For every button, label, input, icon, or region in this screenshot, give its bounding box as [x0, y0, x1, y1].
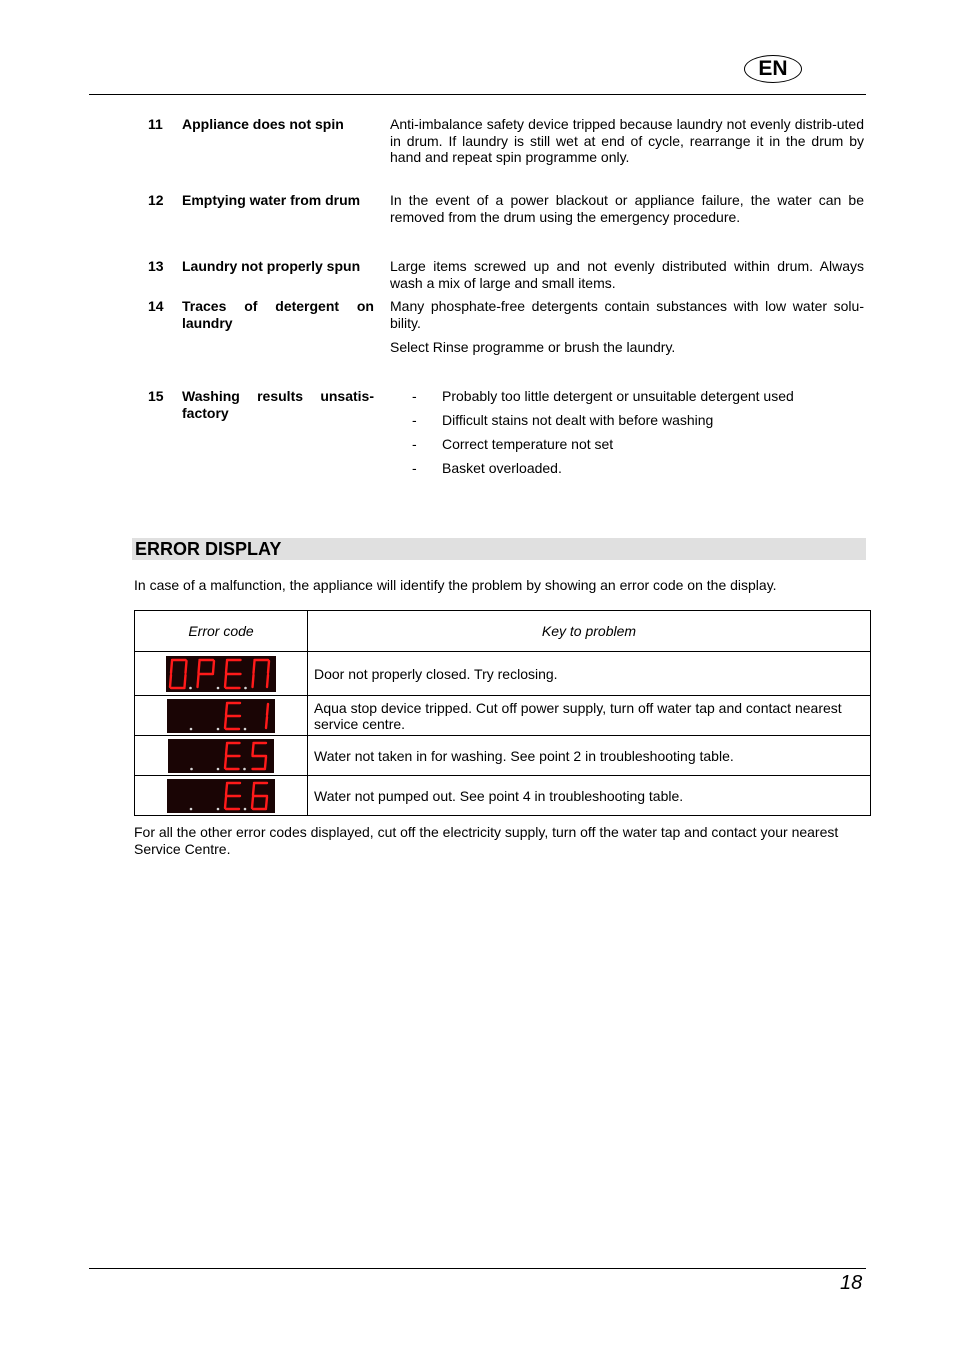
item-number: 13 [148, 258, 164, 274]
item-number: 11 [148, 116, 163, 132]
lcd-segment [253, 744, 254, 755]
item-title: Laundry not properly spun [182, 258, 361, 274]
lcd-segment [226, 784, 227, 795]
table-row [135, 652, 871, 696]
lcd-decimal-point [217, 807, 220, 810]
header-error-code: Error code [135, 611, 308, 652]
header-rule [89, 94, 866, 95]
lcd-decimal-point [190, 727, 193, 730]
lcd-segment [266, 717, 267, 728]
footer-rule-segment [837, 1268, 866, 1269]
item-number: 12 [148, 192, 164, 208]
error-description: Water not taken in for washing. See point 2 in troubleshooting table. [308, 736, 871, 776]
lcd-segment [226, 661, 227, 673]
table-header-row [135, 611, 871, 652]
lcd-decimal-point [244, 686, 247, 689]
lcd-segment [185, 675, 186, 687]
footer-note: For all the other error codes displayed, cut off the electricity supply, turn off the water tap and contact your nearest Service Centre. [134, 824, 839, 857]
lcd-segment [267, 704, 268, 715]
item-paragraph: Select Rinse programme or brush the laundry. [390, 339, 676, 355]
lcd-segment [226, 704, 227, 715]
table-row [135, 696, 871, 736]
section-heading-bar [132, 538, 866, 560]
item-title: Appliance does not spin [182, 116, 344, 132]
item-paragraph: Many phosphate-free detergents contain substances with low water solu-bility. [390, 298, 864, 331]
item-description [390, 298, 864, 364]
bullet-item: - Basket overloaded. [412, 460, 562, 476]
lcd-segment [226, 744, 227, 755]
item-number: 15 [148, 388, 164, 404]
lcd-display-e6 [167, 779, 275, 813]
item-paragraph: Anti-imbalance safety device tripped because laundry not evenly distrib-uted in drum. If laundry is still wet at end of cycle, rearrange it in the drum by hand and repeat spin programme only. [390, 116, 864, 165]
lcd-display-e5 [168, 739, 274, 773]
item-description [390, 388, 864, 484]
item-description [390, 258, 864, 299]
bullet-item: - Correct temperature not set [412, 436, 614, 452]
header-key-to-problem: Key to problem [308, 611, 871, 652]
lcd-segment [225, 675, 226, 687]
item-title: Washing results unsatis-factory [182, 388, 374, 421]
lcd-segment [170, 675, 171, 687]
lcd-decimal-point [217, 686, 220, 689]
lcd-segment [225, 757, 226, 768]
lcd-decimal-point [189, 686, 192, 689]
item-paragraph: In the event of a power blackout or appliance failure, the water can be removed from the drum using the emergency procedure. [390, 192, 864, 225]
section-title: ERROR DISPLAY [135, 539, 282, 559]
lcd-segment [254, 661, 255, 673]
item-description [390, 116, 864, 174]
language-badge: EN [744, 55, 802, 83]
error-description: Door not properly closed. Try reclosing. [308, 652, 871, 696]
lcd-decimal-point [244, 807, 247, 810]
error-description: Water not pumped out. See point 4 in troubleshooting table. [308, 776, 871, 816]
error-description: Aqua stop device tripped. Cut off power supply, turn off water tap and contact nearest service centre. [308, 696, 871, 736]
error-code-display-cell [135, 652, 308, 696]
item-description [390, 192, 864, 233]
bullet-item: - Probably too little detergent or unsuitable detergent used [412, 388, 794, 404]
lcd-segment [265, 757, 266, 768]
lcd-segment [253, 784, 254, 795]
lcd-display-open [166, 656, 276, 692]
item-number: 14 [148, 298, 164, 314]
table-row [135, 736, 871, 776]
lcd-segment [267, 675, 268, 687]
lcd-segment [252, 797, 253, 808]
table-row [135, 776, 871, 816]
error-code-display-cell [135, 696, 308, 736]
item-paragraph: Large items screwed up and not evenly distributed within drum. Always wash a mix of large and small items. [390, 258, 864, 291]
error-code-table [134, 610, 871, 816]
error-code-display-cell [135, 776, 308, 816]
bullet-item: - Difficult stains not dealt with before washing [412, 412, 714, 428]
lcd-segment [171, 661, 172, 673]
error-code-display-cell [135, 736, 308, 776]
lcd-decimal-point [243, 767, 246, 770]
lcd-decimal-point [244, 727, 247, 730]
lcd-segment [268, 661, 269, 673]
item-title: Emptying water from drum [182, 192, 361, 208]
lcd-segment [213, 661, 214, 673]
lcd-segment [198, 675, 199, 687]
footer-rule [89, 1268, 837, 1269]
lcd-decimal-point [190, 767, 193, 770]
lcd-segment [225, 797, 226, 808]
page-number: 18 [840, 1272, 863, 1294]
lcd-segment [266, 797, 267, 808]
lcd-segment [186, 661, 187, 673]
lcd-decimal-point [217, 727, 220, 730]
section-intro: In case of a malfunction, the appliance will identify the problem by showing an error code on the display. [134, 577, 777, 593]
lcd-decimal-point [217, 767, 220, 770]
lcd-display-e1 [167, 699, 275, 733]
lcd-segment [225, 717, 226, 728]
item-title: Traces of detergent on laundry [182, 298, 374, 331]
lcd-segment [199, 661, 200, 673]
lcd-segment [253, 675, 254, 687]
lcd-decimal-point [190, 807, 193, 810]
